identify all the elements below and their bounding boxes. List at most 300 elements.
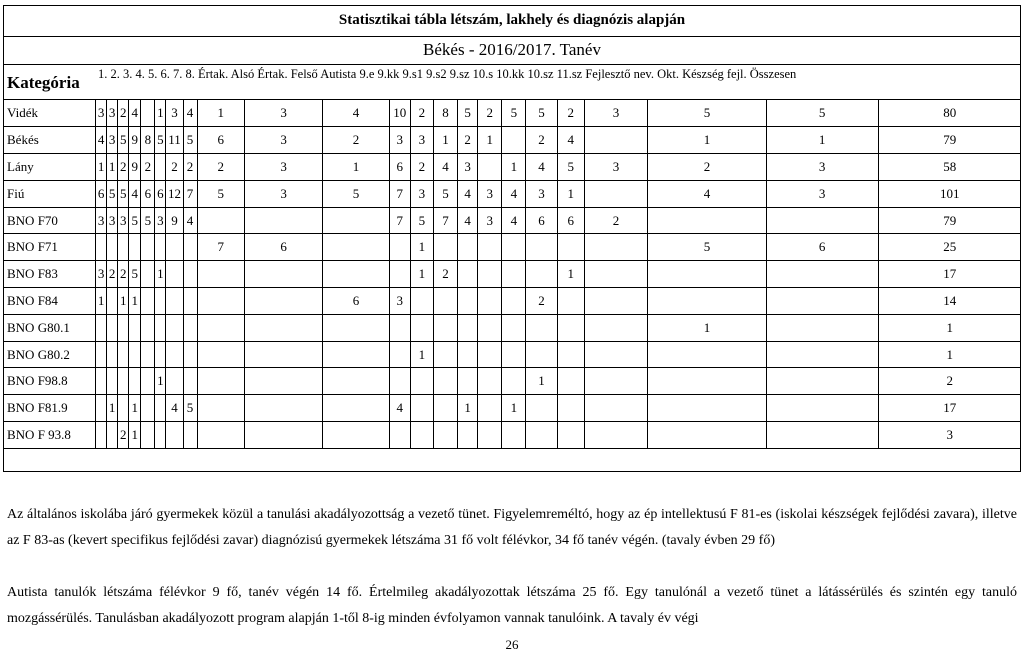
table-cell: 3 (766, 180, 878, 207)
row-label: BNO F84 (3, 288, 96, 315)
table-cell: 25 (878, 234, 1021, 261)
table-cell (766, 314, 878, 341)
table-cell: 4 (526, 154, 557, 181)
table-cell: 1 (410, 341, 433, 368)
table-cell: 2 (197, 154, 244, 181)
table-cell (433, 341, 457, 368)
table-cell (502, 288, 526, 315)
table-cell (478, 261, 502, 288)
table-cell (584, 368, 647, 395)
table-cell (166, 261, 183, 288)
table-cell: 2 (183, 154, 197, 181)
table-cell: 1 (878, 314, 1021, 341)
table-cell (166, 314, 183, 341)
subtitle-divider (3, 64, 1021, 65)
table-row (3, 100, 1021, 127)
table-cell (433, 368, 457, 395)
table-cell (766, 341, 878, 368)
table-cell (141, 234, 155, 261)
table-cell: 8 (433, 100, 457, 127)
row-label: Vidék (3, 100, 96, 127)
table-cell (183, 368, 197, 395)
table-cell: 2 (141, 154, 155, 181)
table-cell (478, 314, 502, 341)
table-cell (96, 341, 107, 368)
table-cell (107, 314, 118, 341)
table-cell (244, 341, 322, 368)
table-row (3, 234, 1021, 261)
table-cell (118, 234, 129, 261)
table-cell: 5 (183, 395, 197, 422)
table-cell: 3 (96, 100, 107, 127)
table-cell: 6 (244, 234, 322, 261)
table-cell: 2 (526, 127, 557, 154)
table-cell: 6 (141, 180, 155, 207)
table-cell (502, 127, 526, 154)
table-cell (141, 341, 155, 368)
table-cell: 1 (410, 234, 433, 261)
table-cell: 2 (584, 207, 647, 234)
table-cell: 4 (458, 207, 478, 234)
table-cell (648, 261, 767, 288)
table-cell: 9 (129, 127, 141, 154)
table-cell (648, 395, 767, 422)
table-cell (584, 261, 647, 288)
table-cell: 1 (129, 288, 141, 315)
column-headers: 1. 2. 3. 4. 5. 6. 7. 8. Értak. Alsó Értak. Felső Autista 9.e 9.kk 9.s1 9.s2 9.sz 10.s 10.kk 10.sz 11.sz Fejlesztő nev. Okt. Készség fejl. Összesen (98, 67, 797, 81)
table-cell: 4 (433, 154, 457, 181)
table-cell: 7 (183, 180, 197, 207)
table-cell: 5 (118, 127, 129, 154)
row-label: BNO F70 (3, 207, 96, 234)
table-cell: 5 (502, 100, 526, 127)
table-cell: 2 (478, 100, 502, 127)
table-cell (96, 234, 107, 261)
table-row (3, 154, 1021, 181)
table-cell (584, 288, 647, 315)
table-cell (478, 422, 502, 449)
table-cell (107, 368, 118, 395)
table-cell (458, 288, 478, 315)
table-cell (323, 207, 389, 234)
table-cell: 2 (118, 100, 129, 127)
title-divider (3, 36, 1021, 37)
row-label: BNO F 93.8 (3, 422, 96, 449)
table-cell (526, 395, 557, 422)
table-cell (96, 368, 107, 395)
table-cell: 2 (458, 127, 478, 154)
table-cell (197, 261, 244, 288)
table-cell: 2 (410, 100, 433, 127)
table-cell: 4 (502, 207, 526, 234)
table-cell: 5 (648, 234, 767, 261)
table-cell (141, 314, 155, 341)
table-cell (584, 395, 647, 422)
table-cell (197, 395, 244, 422)
table-cell (766, 288, 878, 315)
table-cell (584, 422, 647, 449)
table-row (3, 288, 1021, 315)
table-cell: 6 (557, 207, 584, 234)
table-cell: 3 (244, 100, 322, 127)
table-cell (197, 288, 244, 315)
table-cell (648, 288, 767, 315)
table-cell (502, 234, 526, 261)
table-cell (107, 341, 118, 368)
table-cell (526, 234, 557, 261)
table-cell (197, 314, 244, 341)
table-cell (433, 288, 457, 315)
table-cell (584, 127, 647, 154)
table-cell: 1 (107, 395, 118, 422)
table-row (3, 207, 1021, 234)
table-cell: 1 (107, 154, 118, 181)
table-cell (244, 207, 322, 234)
table-cell: 4 (557, 127, 584, 154)
table-cell (107, 422, 118, 449)
row-label: Lány (3, 154, 96, 181)
table-cell (197, 341, 244, 368)
table-cell: 1 (323, 154, 389, 181)
table-cell (197, 368, 244, 395)
table-cell (183, 314, 197, 341)
table-cell (458, 234, 478, 261)
table-cell (166, 234, 183, 261)
table-cell: 3 (478, 207, 502, 234)
table-cell (648, 368, 767, 395)
table-cell (557, 341, 584, 368)
table-cell: 4 (389, 395, 410, 422)
table-cell (433, 422, 457, 449)
table-cell (389, 368, 410, 395)
table-cell (433, 314, 457, 341)
table-cell: 11 (166, 127, 183, 154)
table-cell: 80 (878, 100, 1021, 127)
table-cell: 3 (878, 422, 1021, 449)
table-cell: 5 (129, 261, 141, 288)
table-cell: 5 (458, 100, 478, 127)
table-cell: 2 (648, 154, 767, 181)
table-cell: 2 (526, 288, 557, 315)
table-cell: 3 (107, 207, 118, 234)
table-cell (244, 288, 322, 315)
table-cell: 1 (766, 127, 878, 154)
table-cell: 3 (389, 288, 410, 315)
table-cell: 2 (878, 368, 1021, 395)
table-cell: 3 (107, 127, 118, 154)
statistics-table (3, 100, 1021, 449)
table-cell: 3 (244, 154, 322, 181)
table-cell (118, 395, 129, 422)
table-cell: 2 (166, 154, 183, 181)
row-label: BNO F81.9 (3, 395, 96, 422)
table-cell: 2 (323, 127, 389, 154)
table-cell (389, 234, 410, 261)
table-cell (502, 368, 526, 395)
table-cell: 3 (458, 154, 478, 181)
table-row (3, 395, 1021, 422)
table-cell: 5 (183, 127, 197, 154)
table-cell: 14 (878, 288, 1021, 315)
table-cell (584, 341, 647, 368)
table-cell (557, 368, 584, 395)
table-cell: 1 (433, 127, 457, 154)
table-cell (141, 100, 155, 127)
table-cell (584, 234, 647, 261)
row-label: BNO F98.8 (3, 368, 96, 395)
table-cell: 1 (129, 422, 141, 449)
table-cell: 5 (323, 180, 389, 207)
table-cell (557, 288, 584, 315)
row-label: BNO G80.1 (3, 314, 96, 341)
table-cell: 6 (155, 180, 166, 207)
table-cell: 1 (155, 368, 166, 395)
table-cell: 7 (197, 234, 244, 261)
table-row (3, 341, 1021, 368)
table-cell (141, 261, 155, 288)
table-cell: 9 (166, 207, 183, 234)
table-cell: 5 (141, 207, 155, 234)
table-cell: 9 (129, 154, 141, 181)
table-cell (183, 234, 197, 261)
table-cell (323, 341, 389, 368)
table-cell: 2 (433, 261, 457, 288)
table-cell (197, 422, 244, 449)
table-cell: 6 (197, 127, 244, 154)
table-cell: 3 (410, 127, 433, 154)
table-cell: 7 (433, 207, 457, 234)
table-cell: 3 (96, 261, 107, 288)
table-cell: 4 (183, 207, 197, 234)
table-cell (584, 180, 647, 207)
table-cell: 1 (557, 261, 584, 288)
table-cell: 1 (648, 314, 767, 341)
table-cell (96, 422, 107, 449)
table-cell: 5 (648, 100, 767, 127)
table-cell (323, 261, 389, 288)
table-cell: 1 (458, 395, 478, 422)
table-cell: 3 (389, 127, 410, 154)
table-cell: 17 (878, 395, 1021, 422)
table-cell: 2 (107, 261, 118, 288)
table-cell: 3 (155, 207, 166, 234)
table-cell: 5 (129, 207, 141, 234)
table-cell (478, 341, 502, 368)
table-cell: 6 (526, 207, 557, 234)
table-cell (766, 422, 878, 449)
table-cell (478, 234, 502, 261)
table-cell (129, 368, 141, 395)
row-label: Fiú (3, 180, 96, 207)
table-cell: 4 (648, 180, 767, 207)
page-number: 26 (505, 637, 519, 652)
table-cell: 1 (502, 154, 526, 181)
table-cell: 1 (197, 100, 244, 127)
table-cell: 3 (584, 154, 647, 181)
table-row (3, 368, 1021, 395)
table-cell (244, 261, 322, 288)
table-cell (129, 341, 141, 368)
table-cell: 4 (183, 100, 197, 127)
table-cell (502, 314, 526, 341)
table-cell: 58 (878, 154, 1021, 181)
table-cell (526, 314, 557, 341)
table-cell: 79 (878, 127, 1021, 154)
table-cell: 4 (166, 395, 183, 422)
table-cell: 2 (118, 154, 129, 181)
table-cell: 1 (526, 368, 557, 395)
table-cell (389, 341, 410, 368)
table-cell (766, 261, 878, 288)
table-cell (129, 234, 141, 261)
table-cell: 6 (389, 154, 410, 181)
table-cell (166, 422, 183, 449)
table-cell: 4 (458, 180, 478, 207)
table-cell (648, 422, 767, 449)
table-cell (244, 368, 322, 395)
table-cell: 79 (878, 207, 1021, 234)
table-cell: 4 (323, 100, 389, 127)
table-cell (183, 341, 197, 368)
table-cell (458, 314, 478, 341)
table-cell (323, 422, 389, 449)
table-cell: 4 (129, 180, 141, 207)
table-cell (183, 261, 197, 288)
table-cell: 7 (389, 180, 410, 207)
table-cell (118, 341, 129, 368)
table-cell: 3 (478, 180, 502, 207)
table-cell: 1 (502, 395, 526, 422)
table-cell: 3 (766, 154, 878, 181)
table-subtitle: Békés - 2016/2017. Tanév (423, 40, 601, 59)
table-cell (141, 422, 155, 449)
table-cell: 4 (96, 127, 107, 154)
table-cell (118, 314, 129, 341)
table-cell: 5 (197, 180, 244, 207)
table-cell: 8 (141, 127, 155, 154)
table-cell (410, 288, 433, 315)
table-cell (155, 154, 166, 181)
table-cell: 3 (244, 180, 322, 207)
table-cell: 5 (557, 154, 584, 181)
table-cell: 3 (526, 180, 557, 207)
table-cell (389, 422, 410, 449)
table-cell (107, 288, 118, 315)
table-cell (107, 234, 118, 261)
table-cell (557, 234, 584, 261)
table-row (3, 314, 1021, 341)
table-cell: 2 (410, 154, 433, 181)
table-cell (557, 395, 584, 422)
table-cell: 4 (502, 180, 526, 207)
table-cell: 1 (155, 100, 166, 127)
table-cell (244, 395, 322, 422)
table-cell: 1 (478, 127, 502, 154)
table-cell (323, 395, 389, 422)
table-cell: 1 (648, 127, 767, 154)
table-cell (141, 288, 155, 315)
table-cell (197, 207, 244, 234)
table-cell (141, 395, 155, 422)
row-label: BNO F83 (3, 261, 96, 288)
table-cell (526, 261, 557, 288)
table-cell (118, 368, 129, 395)
table-cell (410, 368, 433, 395)
table-cell (557, 422, 584, 449)
table-cell (458, 261, 478, 288)
table-cell (478, 288, 502, 315)
table-cell: 5 (526, 100, 557, 127)
table-cell: 4 (129, 100, 141, 127)
table-cell: 3 (118, 207, 129, 234)
table-cell (478, 154, 502, 181)
table-row (3, 127, 1021, 154)
table-cell (96, 395, 107, 422)
table-cell (183, 422, 197, 449)
table-cell (166, 288, 183, 315)
table-cell (410, 314, 433, 341)
table-cell (648, 207, 767, 234)
table-cell (502, 261, 526, 288)
table-cell: 1 (118, 288, 129, 315)
table-cell (155, 341, 166, 368)
table-row (3, 180, 1021, 207)
table-cell (323, 314, 389, 341)
table-cell (96, 314, 107, 341)
table-cell (141, 368, 155, 395)
table-cell (155, 234, 166, 261)
table-cell: 12 (166, 180, 183, 207)
table-cell: 1 (129, 395, 141, 422)
table-cell: 6 (766, 234, 878, 261)
table-cell (155, 314, 166, 341)
table-cell (766, 368, 878, 395)
table-cell: 5 (155, 127, 166, 154)
table-cell (155, 422, 166, 449)
table-cell (458, 341, 478, 368)
table-cell: 3 (107, 100, 118, 127)
table-cell (433, 234, 457, 261)
table-cell (410, 422, 433, 449)
table-cell (766, 207, 878, 234)
table-cell: 5 (118, 180, 129, 207)
table-cell: 1 (155, 261, 166, 288)
table-cell: 6 (323, 288, 389, 315)
table-cell: 3 (410, 180, 433, 207)
table-cell: 5 (107, 180, 118, 207)
table-cell (389, 261, 410, 288)
table-cell: 101 (878, 180, 1021, 207)
table-cell (458, 422, 478, 449)
table-cell: 6 (96, 180, 107, 207)
table-cell: 1 (96, 154, 107, 181)
table-cell (584, 314, 647, 341)
table-cell (766, 395, 878, 422)
table-cell: 3 (584, 100, 647, 127)
row-label: BNO F71 (3, 234, 96, 261)
table-cell: 1 (878, 341, 1021, 368)
table-row (3, 261, 1021, 288)
table-cell: 2 (557, 100, 584, 127)
table-cell (458, 368, 478, 395)
table-cell (410, 395, 433, 422)
table-cell: 17 (878, 261, 1021, 288)
table-title: Statisztikai tábla létszám, lakhely és diagnózis alapján (338, 12, 686, 28)
paragraph-2: Autista tanulók létszáma félévkor 9 fő, tanév végén 14 fő. Értelmileg akadályozottak létszáma 25 fő. Egy tanulónál a vezető tünet a látássérülés és szintén egy tanuló mozgássérülés. Tanulásban akadályozott program alapján 1-től 8-ig minden évfolyamon vannak tanulóink. A tavaly év végi (7, 585, 1017, 626)
table-cell (526, 341, 557, 368)
table-cell (155, 288, 166, 315)
table-cell (433, 395, 457, 422)
